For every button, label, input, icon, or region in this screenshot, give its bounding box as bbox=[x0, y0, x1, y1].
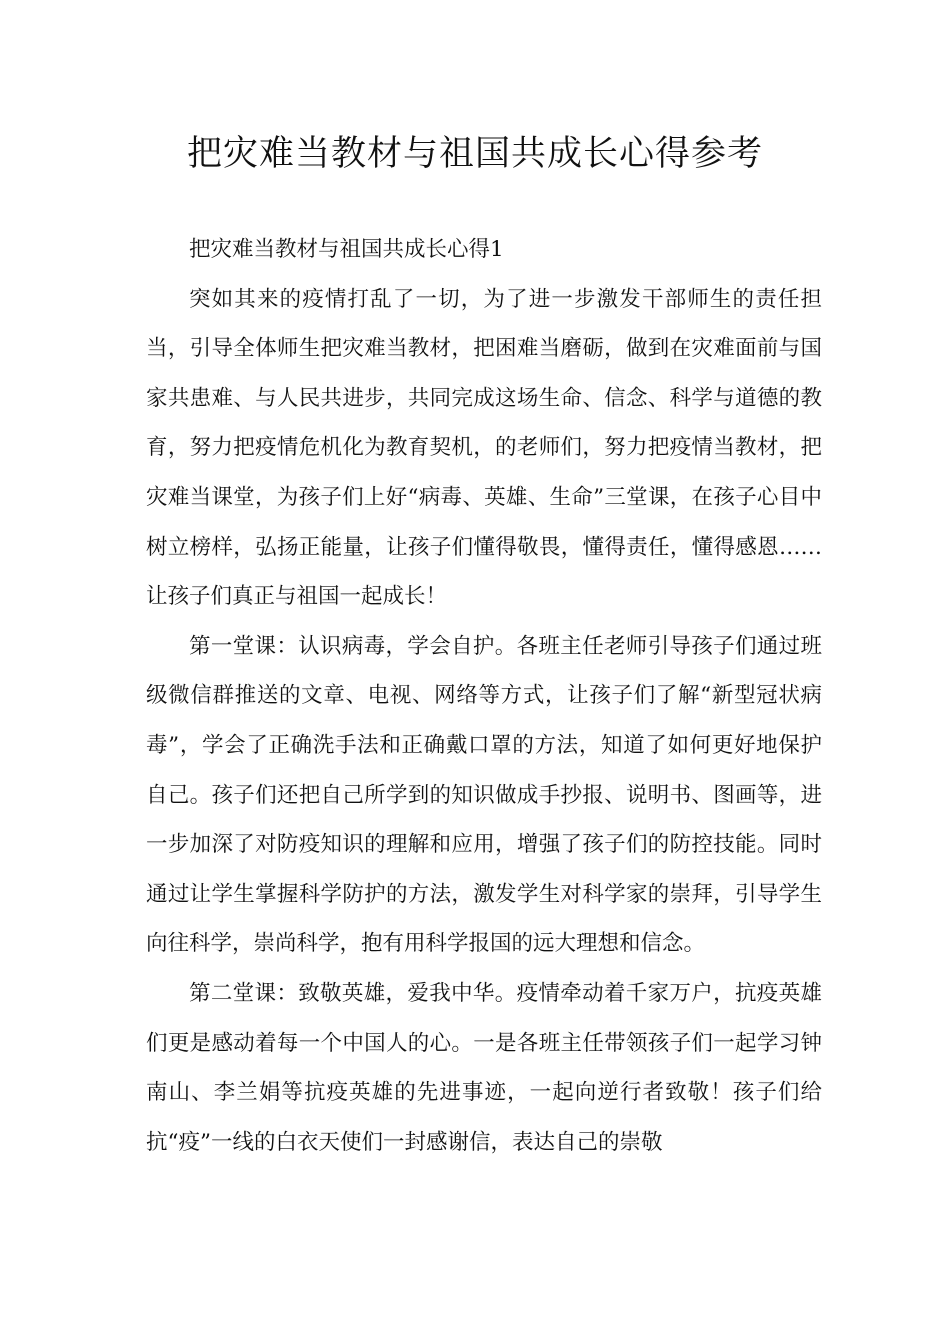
document-body bbox=[146, 225, 822, 1167]
paragraph-lesson-one: 第一堂课：认识病毒，学会自护。各班主任老师引导孩子们通过班级微信群推送的文章、电视、网络等方式，让孩子们了解“新型冠状病毒”，学会了正确洗手法和正确戴口罩的方法，知道了如何更好地保护自己。孩子们还把自己所学到的知识做成手抄报、说明书、图画等，进一步加深了对防疫知识的理解和应用，增强了孩子们的防控技能。同时通过让学生掌握科学防护的方法，激发学生对科学家的崇拜，引导学生向往科学，崇尚科学，抱有用科学报国的远大理想和信念。 bbox=[146, 633, 822, 957]
paragraph-lesson-two: 第二堂课：致敬英雄，爱我中华。疫情牵动着千家万户，抗疫英雄们更是感动着每一个中国人的心。一是各班主任带领孩子们一起学习钟南山、李兰娟等抗疫英雄的先进事迹，一起向逆行者致敬！孩子们给抗“疫”一线的白衣天使们一封感谢信，表达自己的崇敬 bbox=[146, 980, 822, 1155]
section-heading: 把灾难当教材与祖国共成长心得1 bbox=[189, 237, 504, 262]
document-title: 把灾难当教材与祖国共成长心得参考 bbox=[186, 134, 763, 174]
paragraph-intro: 突如其来的疫情打乱了一切，为了进一步激发干部师生的责任担当，引导全体师生把灾难当教材，把困难当磨砺，做到在灾难面前与国家共患难、与人民共进步，共同完成这场生命、信念、科学与道德的教育，努力把疫情危机化为教育契机，的老师们，努力把疫情当教材，把灾难当课堂，为孩子们上好“病毒、英雄、生命”三堂课，在孩子心目中树立榜样，弘扬正能量，让孩子们懂得敬畏，懂得责任，懂得感恩……让孩子们真正与祖国一起成长！ bbox=[146, 286, 822, 610]
